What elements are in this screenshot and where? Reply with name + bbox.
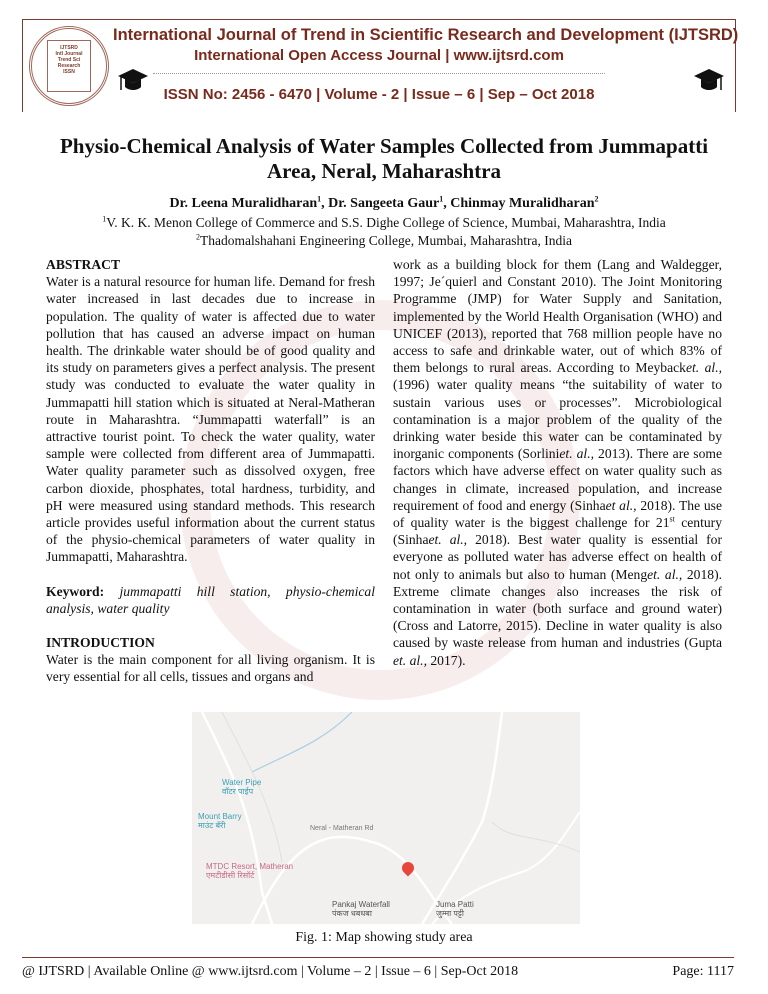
abstract-text: Water is a natural resource for human life. Demand for fresh water increased in last decades due to increase in population. The quality of water is affected due to water pollution that has caused an adverse impact on human health. The drinkable water should be of good quality and its study on parameters gives a perfect analysis. The present study was conducted to evaluate the water quality in Jummapatti hill station which is situated at Neral-Matheran route in Maharashtra. “Jummapatti waterfall” is an attractive tourist point. To check the water quality, water sample were collected from different area of Jummapatti. Water quality parameter such as dissolved oxygen, free carbon dioxide, phosphates, total hardness, turbidity, and pH were measured using standard methods. This research article provides useful information about the current status of the physio-chemical parameters of water quality in Jummapatti, Maharashtra. bbox=[46, 274, 375, 565]
graduation-cap-icon bbox=[117, 64, 149, 96]
affiliation bbox=[0, 215, 768, 231]
keywords bbox=[46, 583, 375, 617]
author-sup: 1 bbox=[317, 194, 322, 204]
map-label-juma-patti: Juma Patti जुम्मा पट्टी bbox=[436, 900, 474, 918]
map-label-mtdc: MTDC Resort, Matheran एमटीडीसी रिसॉर्ट bbox=[206, 862, 294, 880]
paper-title: Physio-Chemical Analysis of Water Samples Collected from Jummapatti Area, Neral, Maharashtra bbox=[59, 134, 709, 183]
page-footer bbox=[22, 957, 734, 980]
figure-caption: Fig. 1: Map showing study area bbox=[295, 930, 473, 945]
introduction-text-right: work as a building block for them (Lang and Waldegger, 1997; Je´quierl and Constant 2010). The Joint Monitoring Programme (JMP) for Water Supply and Sanitation, implemented by the World Health Organisation (WHO) and UNICEF (2013), reported that 768 million people have no access to safe and drinkable water, out of which 83% of them belongs to rural areas. According to Meybacket. al., (1996) water quality means “the suitability of water to sustain various uses or processes”. Microbiological contamination is a major problem of the quality of the drinking water beside this water can be contaminated by inorganic components (Sorliniet. al., 2013). There are some factors which have adverse effect on water quality such as changes in climate, increased population, and increase requirement of food and energy (Sinhaet al., 2018). The use of quality water is the biggest challenge for 21st century (Sinhaet. al., 2018). Best water quality is essential for everyone as polluted water has adverse effect on health of not only to animals but also to human (Menget. al., 2018). Extreme climate changes also increases the risk of contamination in water (both surface and ground water) (Cross and Latorre, 2015). Decline in water quality is also caused by waste release from human and industries (Gupta et. al., 2017). bbox=[393, 257, 722, 668]
affiliation bbox=[0, 233, 768, 249]
map-label-mount-barry: Mount Barry माउंट बॅरी bbox=[198, 812, 242, 830]
affiliation-sup: 1 bbox=[102, 214, 107, 224]
abstract-heading: ABSTRACT bbox=[46, 257, 121, 272]
divider bbox=[153, 73, 605, 74]
affiliation-text: Thadomalshahani Engineering College, Mumbai, Maharashtra, India bbox=[200, 233, 572, 248]
footer-info: @ IJTSRD | Available Online @ www.ijtsrd.com | Volume – 2 | Issue – 6 | Sep-Oct 2018 bbox=[22, 964, 519, 979]
journal-subtitle: International Open Access Journal | www.ijtsrd.com bbox=[194, 47, 564, 64]
author: Chinmay Muralidharan bbox=[450, 196, 595, 211]
keywords-text: jummapatti hill station, physio-chemical analysis, water quality bbox=[46, 583, 375, 616]
map-label-water-pipe: Water Pipe वॉटर पाईप bbox=[222, 778, 262, 796]
right-column bbox=[393, 256, 722, 669]
author-sup: 1 bbox=[439, 194, 444, 204]
study-area-map bbox=[192, 712, 580, 924]
journal-seal-logo: IJTSRD Intl Journal Trend Sci Research ISSN bbox=[29, 26, 109, 106]
map-label-pankaj-waterfall: Pankaj Waterfall पंकज धबधबा bbox=[332, 900, 390, 918]
affiliation-sup: 2 bbox=[196, 232, 201, 242]
issue-line: ISSN No: 2456 - 6470 | Volume - 2 | Issue – 6 | Sep – Oct 2018 bbox=[163, 86, 595, 103]
author: Dr. Leena Muralidharan bbox=[169, 196, 318, 211]
author-list: Dr. Leena Muralidharan$^1$, Dr. Sangeeta Gaur$^1$, Chinmay Muralidharan$^2$ bbox=[169, 194, 599, 211]
page-number: Page: 1117 bbox=[672, 964, 734, 979]
map-roads bbox=[192, 712, 580, 924]
introduction-text-left: Water is the main component for all living organism. It is very essential for all cells, tissues and organs and bbox=[46, 652, 375, 685]
map-road-label: Neral - Matheran Rd bbox=[310, 825, 374, 832]
left-column bbox=[46, 256, 375, 686]
introduction-heading: INTRODUCTION bbox=[46, 635, 155, 651]
affiliation-text: V. K. K. Menon College of Commerce and S.S. Dighe College of Science, Mumbai, Maharashtra, India bbox=[106, 215, 666, 230]
author: Dr. Sangeeta Gaur bbox=[328, 196, 440, 211]
author-sup: 2 bbox=[594, 194, 599, 204]
graduation-cap-icon bbox=[693, 64, 725, 96]
keywords-label: Keyword: bbox=[46, 583, 105, 599]
journal-name: International Journal of Trend in Scientific Research and Development (IJTSRD) bbox=[113, 26, 739, 44]
journal-header bbox=[22, 19, 739, 112]
